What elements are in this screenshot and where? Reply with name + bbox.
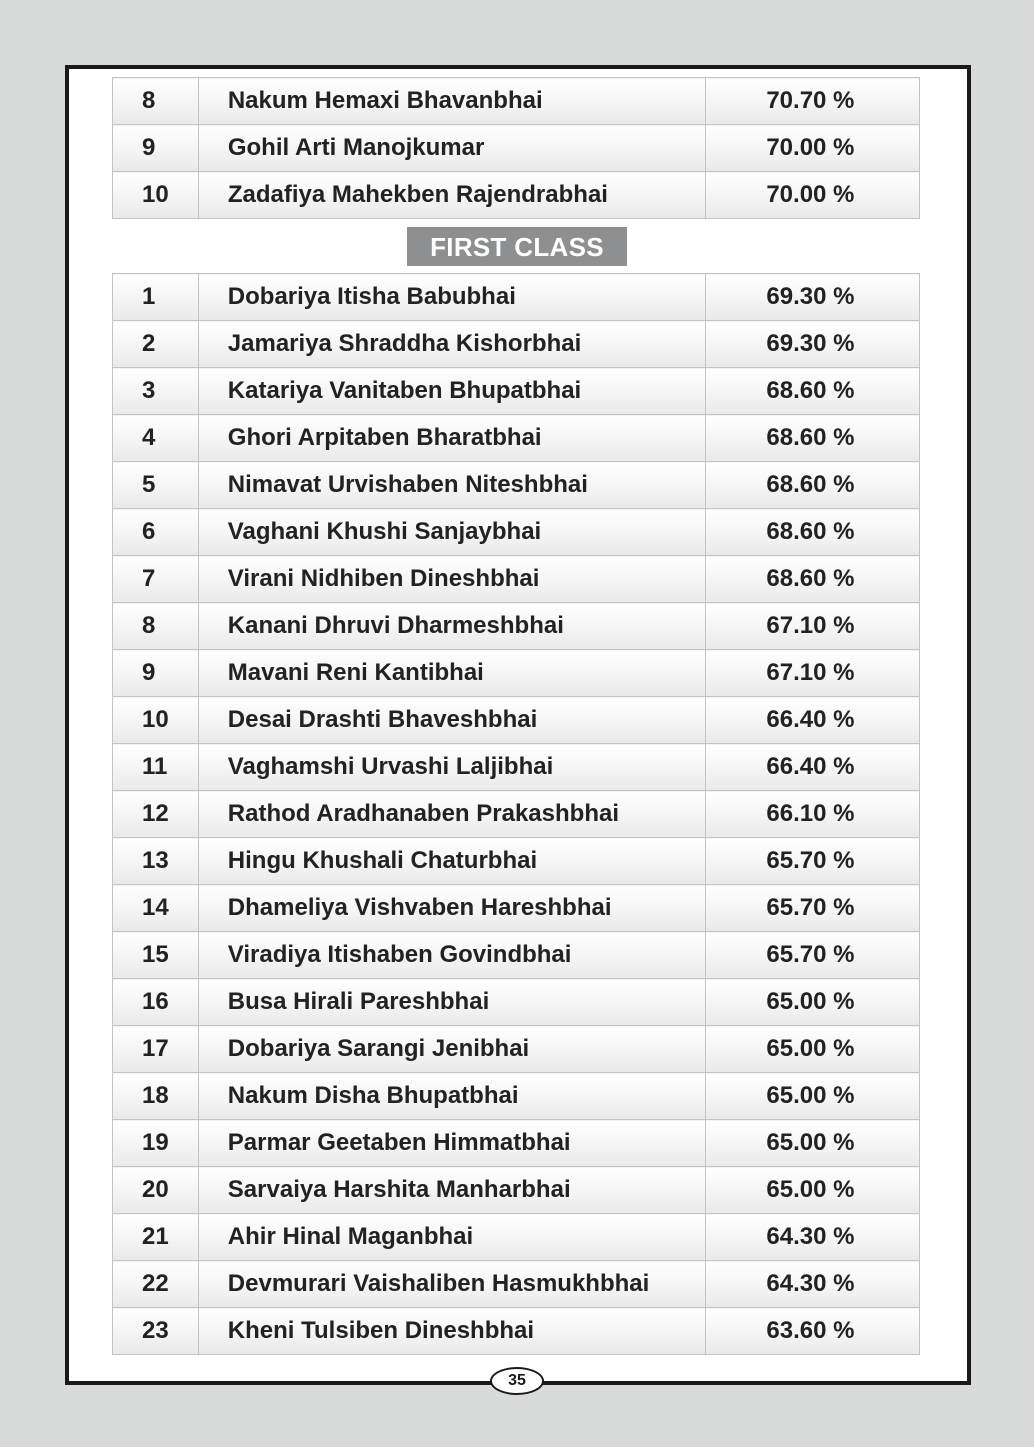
- top-results-table: [112, 77, 920, 219]
- top-results-body: [113, 78, 920, 219]
- student-name-cell: Kheni Tulsiben Dineshbhai: [198, 1308, 706, 1355]
- percentage-cell: 69.30 %: [706, 274, 920, 321]
- student-name-cell: Jamariya Shraddha Kishorbhai: [198, 321, 706, 368]
- percentage-cell: 65.00 %: [706, 1026, 920, 1073]
- percentage-cell: 65.70 %: [706, 885, 920, 932]
- student-name-cell: Kanani Dhruvi Dharmeshbhai: [198, 603, 706, 650]
- table-row: [113, 415, 920, 462]
- percentage-cell: 65.00 %: [706, 979, 920, 1026]
- serial-number-cell: 14: [113, 885, 199, 932]
- percentage-cell: 70.00 %: [706, 125, 920, 172]
- student-name-cell: Devmurari Vaishaliben Hasmukhbhai: [198, 1261, 706, 1308]
- serial-number-cell: 8: [113, 78, 199, 125]
- student-name-cell: Sarvaiya Harshita Manharbhai: [198, 1167, 706, 1214]
- page-number: 35: [490, 1367, 544, 1395]
- serial-number-cell: 12: [113, 791, 199, 838]
- student-name-cell: Viradiya Itishaben Govindbhai: [198, 932, 706, 979]
- percentage-cell: 68.60 %: [706, 415, 920, 462]
- percentage-cell: 70.00 %: [706, 172, 920, 219]
- student-name-cell: Dobariya Itisha Babubhai: [198, 274, 706, 321]
- table-row: [113, 125, 920, 172]
- percentage-cell: 68.60 %: [706, 509, 920, 556]
- percentage-cell: 67.10 %: [706, 603, 920, 650]
- serial-number-cell: 16: [113, 979, 199, 1026]
- percentage-cell: 69.30 %: [706, 321, 920, 368]
- percentage-cell: 65.00 %: [706, 1120, 920, 1167]
- table-row: [113, 791, 920, 838]
- serial-number-cell: 22: [113, 1261, 199, 1308]
- table-row: [113, 78, 920, 125]
- percentage-cell: 68.60 %: [706, 556, 920, 603]
- first-class-table: [112, 273, 920, 1355]
- table-row: [113, 744, 920, 791]
- serial-number-cell: 9: [113, 125, 199, 172]
- table-row: [113, 1308, 920, 1355]
- serial-number-cell: 17: [113, 1026, 199, 1073]
- student-name-cell: Mavani Reni Kantibhai: [198, 650, 706, 697]
- serial-number-cell: 10: [113, 172, 199, 219]
- table-row: [113, 321, 920, 368]
- percentage-cell: 65.70 %: [706, 932, 920, 979]
- table-row: [113, 697, 920, 744]
- student-name-cell: Busa Hirali Pareshbhai: [198, 979, 706, 1026]
- first-class-body: [113, 274, 920, 1355]
- serial-number-cell: 4: [113, 415, 199, 462]
- table-row: [113, 1167, 920, 1214]
- serial-number-cell: 19: [113, 1120, 199, 1167]
- serial-number-cell: 20: [113, 1167, 199, 1214]
- serial-number-cell: 5: [113, 462, 199, 509]
- percentage-cell: 68.60 %: [706, 462, 920, 509]
- percentage-cell: 65.00 %: [706, 1167, 920, 1214]
- first-class-heading: FIRST CLASS: [407, 227, 627, 266]
- serial-number-cell: 2: [113, 321, 199, 368]
- student-name-cell: Virani Nidhiben Dineshbhai: [198, 556, 706, 603]
- table-row: [113, 838, 920, 885]
- student-name-cell: Vaghamshi Urvashi Laljibhai: [198, 744, 706, 791]
- table-row: [113, 1073, 920, 1120]
- serial-number-cell: 21: [113, 1214, 199, 1261]
- table-row: [113, 1261, 920, 1308]
- percentage-cell: 64.30 %: [706, 1214, 920, 1261]
- table-row: [113, 274, 920, 321]
- student-name-cell: Desai Drashti Bhaveshbhai: [198, 697, 706, 744]
- student-name-cell: Nakum Disha Bhupatbhai: [198, 1073, 706, 1120]
- student-name-cell: Ahir Hinal Maganbhai: [198, 1214, 706, 1261]
- table-row: [113, 1120, 920, 1167]
- table-row: [113, 1026, 920, 1073]
- student-name-cell: Rathod Aradhanaben Prakashbhai: [198, 791, 706, 838]
- percentage-cell: 66.10 %: [706, 791, 920, 838]
- student-name-cell: Zadafiya Mahekben Rajendrabhai: [198, 172, 705, 219]
- table-row: [113, 932, 920, 979]
- student-name-cell: Katariya Vanitaben Bhupatbhai: [198, 368, 706, 415]
- percentage-cell: 68.60 %: [706, 368, 920, 415]
- serial-number-cell: 15: [113, 932, 199, 979]
- serial-number-cell: 3: [113, 368, 199, 415]
- serial-number-cell: 10: [113, 697, 199, 744]
- table-row: [113, 368, 920, 415]
- student-name-cell: Gohil Arti Manojkumar: [198, 125, 705, 172]
- percentage-cell: 67.10 %: [706, 650, 920, 697]
- percentage-cell: 66.40 %: [706, 697, 920, 744]
- percentage-cell: 65.00 %: [706, 1073, 920, 1120]
- student-name-cell: Nakum Hemaxi Bhavanbhai: [198, 78, 705, 125]
- percentage-cell: 63.60 %: [706, 1308, 920, 1355]
- table-row: [113, 556, 920, 603]
- student-name-cell: Vaghani Khushi Sanjaybhai: [198, 509, 706, 556]
- student-name-cell: Dobariya Sarangi Jenibhai: [198, 1026, 706, 1073]
- serial-number-cell: 18: [113, 1073, 199, 1120]
- serial-number-cell: 11: [113, 744, 199, 791]
- student-name-cell: Ghori Arpitaben Bharatbhai: [198, 415, 706, 462]
- percentage-cell: 70.70 %: [706, 78, 920, 125]
- table-row: [113, 1214, 920, 1261]
- table-row: [113, 509, 920, 556]
- percentage-cell: 65.70 %: [706, 838, 920, 885]
- serial-number-cell: 13: [113, 838, 199, 885]
- percentage-cell: 66.40 %: [706, 744, 920, 791]
- table-row: [113, 172, 920, 219]
- student-name-cell: Parmar Geetaben Himmatbhai: [198, 1120, 706, 1167]
- serial-number-cell: 9: [113, 650, 199, 697]
- serial-number-cell: 6: [113, 509, 199, 556]
- student-name-cell: Dhameliya Vishvaben Hareshbhai: [198, 885, 706, 932]
- table-row: [113, 603, 920, 650]
- student-name-cell: Hingu Khushali Chaturbhai: [198, 838, 706, 885]
- table-row: [113, 650, 920, 697]
- table-row: [113, 885, 920, 932]
- table-row: [113, 979, 920, 1026]
- table-row: [113, 462, 920, 509]
- serial-number-cell: 23: [113, 1308, 199, 1355]
- percentage-cell: 64.30 %: [706, 1261, 920, 1308]
- student-name-cell: Nimavat Urvishaben Niteshbhai: [198, 462, 706, 509]
- serial-number-cell: 7: [113, 556, 199, 603]
- serial-number-cell: 1: [113, 274, 199, 321]
- serial-number-cell: 8: [113, 603, 199, 650]
